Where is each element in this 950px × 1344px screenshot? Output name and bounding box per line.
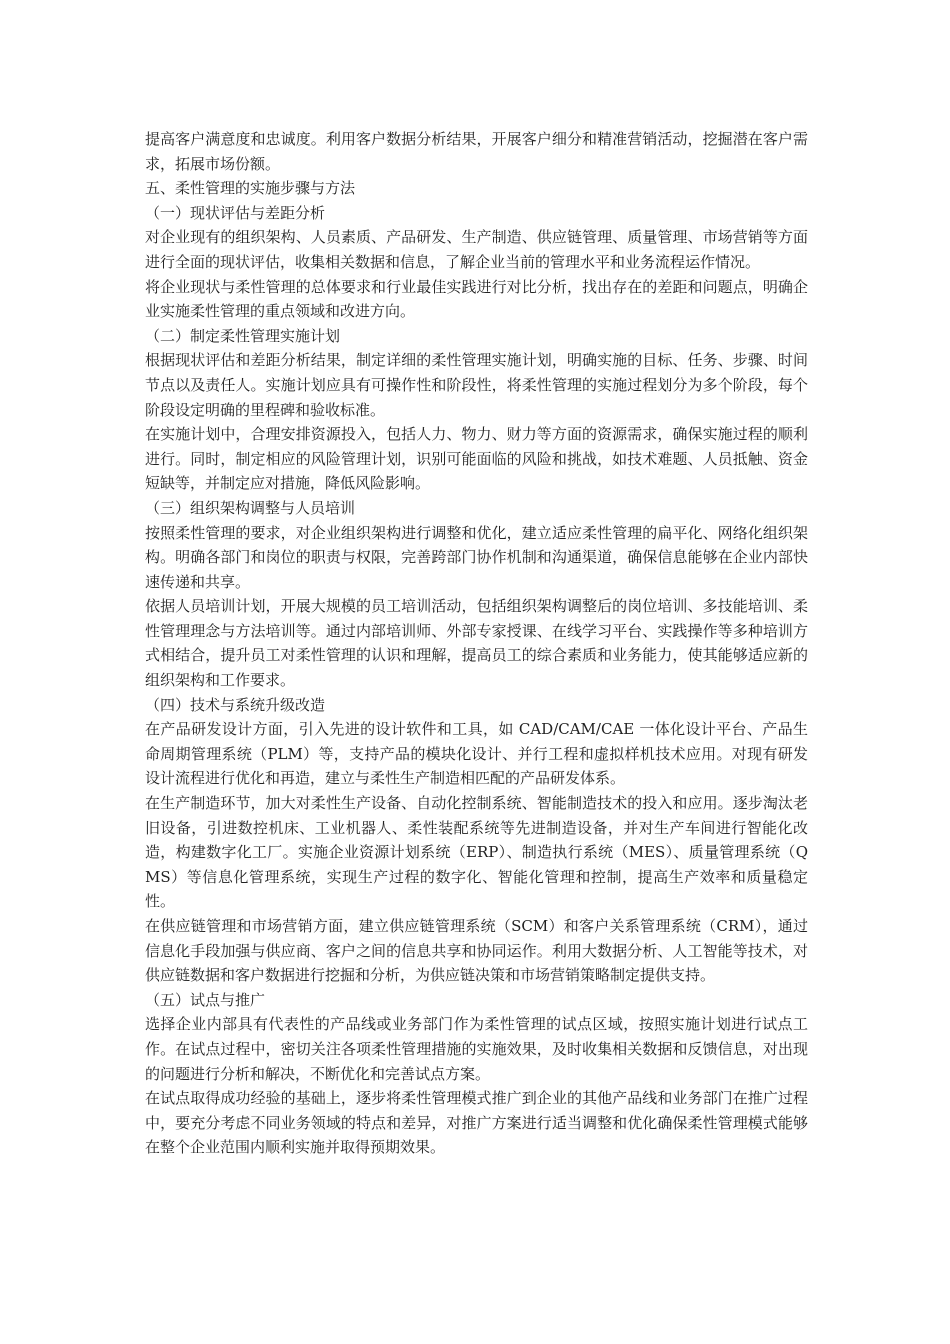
subheading-1: （一）现状评估与差距分析: [145, 203, 326, 222]
paragraph: 在供应链管理和市场营销方面，建立供应链管理系统（SCM）和客户关系管理系统（CRM），通过信息化手段加强与供应商、客户之间的信息共享和协同运作。利用大数据分析、人工智能等技术，对供应链数据和客户数据进行挖掘和分析，为供应链决策和市场营销策略制定提供支持。: [145, 917, 808, 985]
paragraph: 选择企业内部具有代表性的产品线或业务部门作为柔性管理的试点区域，按照实施计划进行试点工作。在试点过程中，密切关注各项柔性管理措施的实施效果，及时收集相关数据和反馈信息，对出现的问题进行分析和解决，不断优化和完善试点方案。: [145, 1015, 808, 1083]
subheading-2: （二）制定柔性管理实施计划: [145, 326, 341, 345]
section-heading-5: 五、柔性管理的实施步骤与方法: [145, 179, 356, 198]
paragraph-intro: 提高客户满意度和忠诚度。利用客户数据分析结果，开展客户细分和精准营销活动，挖掘潜在客户需求，拓展市场份额。: [145, 130, 808, 173]
paragraph: 按照柔性管理的要求，对企业组织架构进行调整和优化，建立适应柔性管理的扁平化、网络化组织架构。明确各部门和岗位的职责与权限，完善跨部门协作机制和沟通渠道，确保信息能够在企业内部快速传递和共享。: [145, 523, 808, 591]
paragraph: 在产品研发设计方面，引入先进的设计软件和工具，如 CAD/CAM/CAE 一体化设计平台、产品生命周期管理系统（PLM）等，支持产品的模块化设计、并行工程和虚拟样机技术应用。对现有研发设计流程进行优化和再造，建立与柔性生产制造相匹配的产品研发体系。: [145, 720, 808, 788]
paragraph: 在实施计划中，合理安排资源投入，包括人力、物力、财力等方面的资源需求，确保实施过程的顺利进行。同时，制定相应的风险管理计划，识别可能面临的风险和挑战，如技术难题、人员抵触、资金短缺等，并制定应对措施，降低风险影响。: [145, 425, 808, 493]
subheading-3: （三）组织架构调整与人员培训: [145, 498, 356, 517]
paragraph: 对企业现有的组织架构、人员素质、产品研发、生产制造、供应链管理、质量管理、市场营销等方面进行全面的现状评估，收集相关数据和信息，了解企业当前的管理水平和业务流程运作情况。: [145, 228, 808, 271]
paragraph: 在生产制造环节，加大对柔性生产设备、自动化控制系统、智能制造技术的投入和应用。逐步淘汰老旧设备，引进数控机床、工业机器人、柔性装配系统等先进制造设备，并对生产车间进行智能化改造，构建数字化工厂。实施企业资源计划系统（ERP）、制造执行系统（MES）、质量管理系统（QMS）等信息化管理系统，实现生产过程的数字化、智能化管理和控制，提高生产效率和质量稳定性。: [145, 794, 808, 911]
paragraph: 根据现状评估和差距分析结果，制定详细的柔性管理实施计划，明确实施的目标、任务、步骤、时间节点以及责任人。实施计划应具有可操作性和阶段性，将柔性管理的实施过程划分为多个阶段，每个阶段设定明确的里程碑和验收标准。: [145, 351, 808, 419]
subheading-4: （四）技术与系统升级改造: [145, 695, 326, 714]
paragraph: 在试点取得成功经验的基础上，逐步将柔性管理模式推广到企业的其他产品线和业务部门在推广过程中，要充分考虑不同业务领域的特点和差异，对推广方案进行适当调整和优化确保柔性管理模式能够在整个企业范围内顺利实施并取得预期效果。: [145, 1089, 808, 1157]
document-page: [145, 127, 808, 1160]
paragraph: 将企业现状与柔性管理的总体要求和行业最佳实践进行对比分析，找出存在的差距和问题点，明确企业实施柔性管理的重点领域和改进方向。: [145, 277, 808, 321]
paragraph: 依据人员培训计划，开展大规模的员工培训活动，包括组织架构调整后的岗位培训、多技能培训、柔性管理理念与方法培训等。通过内部培训师、外部专家授课、在线学习平台、实践操作等多种培训方式相结合，提升员工对柔性管理的认识和理解，提高员工的综合素质和业务能力，使其能够适应新的组织架构和工作要求。: [145, 597, 808, 690]
subheading-5: （五）试点与推广: [145, 990, 266, 1009]
